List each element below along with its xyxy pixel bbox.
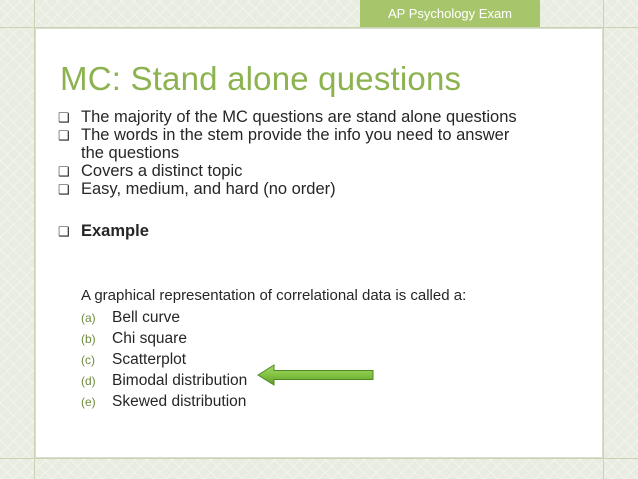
option-label: (c): [81, 352, 95, 367]
header-tab: [360, 0, 540, 27]
answer-option: [81, 391, 247, 412]
option-label: (e): [81, 394, 96, 409]
option-text: Chi square: [112, 329, 187, 347]
bullet-item: [58, 162, 528, 180]
square-bullet-icon: ❑: [58, 164, 70, 179]
bullet-item: [58, 180, 528, 198]
header-tab-label: AP Psychology Exam: [387, 6, 513, 21]
square-bullet-icon: ❑: [58, 182, 70, 197]
square-bullet-icon: ❑: [58, 128, 70, 143]
option-text: Bell curve: [112, 308, 181, 326]
bullet-text: The majority of the MC questions are stand alone questions: [81, 108, 517, 126]
bullet-item-example: [58, 222, 528, 240]
bullet-text: Easy, medium, and hard (no order): [81, 180, 336, 198]
answer-option: [81, 307, 247, 328]
example-question: A graphical representation of correlational data is called a:: [81, 287, 467, 304]
bullet-text: The words in the stem provide the info you need to answer the questions: [81, 126, 510, 162]
answer-option: [81, 370, 247, 391]
bullet-item: [58, 126, 528, 162]
square-bullet-icon: ❑: [58, 224, 70, 239]
option-label: (a): [81, 310, 96, 325]
answer-option: [81, 349, 247, 370]
option-label: (d): [81, 373, 96, 388]
answer-options: [81, 307, 247, 412]
answer-option: [81, 328, 247, 349]
option-text: Scatterplot: [112, 350, 187, 368]
square-bullet-icon: ❑: [58, 110, 70, 125]
frame-line-right: [603, 0, 604, 479]
frame-line-top: [0, 27, 638, 28]
bullet-item: [58, 108, 528, 126]
option-label: (b): [81, 331, 96, 346]
frame-line-left: [34, 0, 35, 479]
option-text: Skewed distribution: [112, 392, 247, 410]
example-label: Example: [81, 222, 149, 240]
option-text: Bimodal distribution: [112, 371, 248, 389]
frame-line-bottom: [0, 458, 638, 459]
bullet-text: Covers a distinct topic: [81, 162, 243, 180]
slide-title: MC: Stand alone questions: [60, 60, 462, 97]
left-arrow-icon: [256, 362, 376, 388]
bullet-list: [58, 108, 528, 240]
